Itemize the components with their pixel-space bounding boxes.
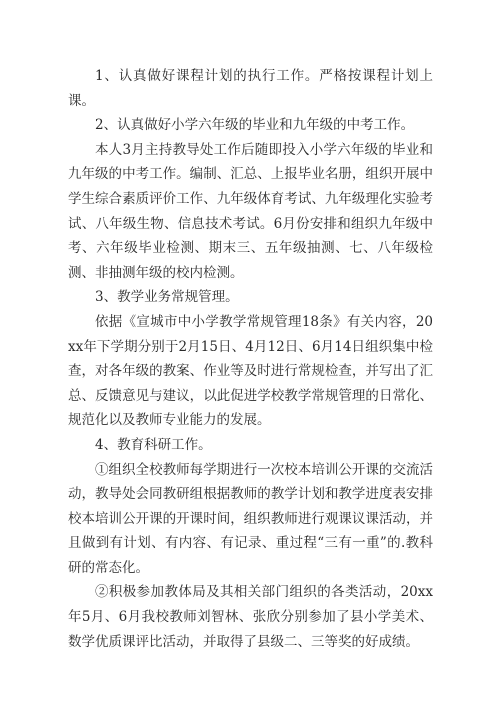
paragraph-item-1: 1、认真做好课程计划的执行工作。严格按课程计划上课。 xyxy=(68,68,433,109)
paragraph-routine-management: 依据《宣城市中小学教学常规管理18条》有关内容，20xx年下学期分别于2月15日、4月12日、6月14日组织集中检查，对各年级的教案、作业等及时进行常规检查，并写出了汇总、反馈意见与建议，以此促进学校教学常规管理的日常化、规范化以及教师专业能力的发展。 xyxy=(68,313,433,429)
paragraph-item-4: 4、教育科研工作。 xyxy=(95,436,212,453)
paragraph-graduation-work: 本人3月主持教导处工作后随即投入小学六年级的毕业和九年级的中考工作。编制、汇总、上报毕业名册，组织开展中学生综合素质评价工作、九年级体育考试、九年级理化实验考试、八年级生物、信息技术考试。6月份安排和组织九年级中考、六年级毕业检测、期末三、五年级抽测、七、八年级检测、非抽测年级的校内检测。 xyxy=(68,141,433,281)
document-body xyxy=(68,64,433,654)
paragraph-research-2: ②积极参加教体局及其相关部门组织的各类活动，20xx年5月、6月我校教师刘智林、张欣分别参加了县小学美术、数学优质课评比活动，并取得了县级二、三等奖的好成绩。 xyxy=(68,584,433,650)
paragraph-item-3: 3、教学业务常规管理。 xyxy=(95,289,239,306)
paragraph-research-1: ①组织全校教师每学期进行一次校本培训公开课的交流活动，教导处会同教研组根据教师的教学计划和教学进度表安排校本培训公开课的开课时间，组织教师进行观课议课活动，并且做到有计划、有内容、有记录、重过程“三有一重”的.教科研的常态化。 xyxy=(68,461,433,576)
paragraph-item-2: 2、认真做好小学六年级的毕业和九年级的中考工作。 xyxy=(95,117,415,134)
